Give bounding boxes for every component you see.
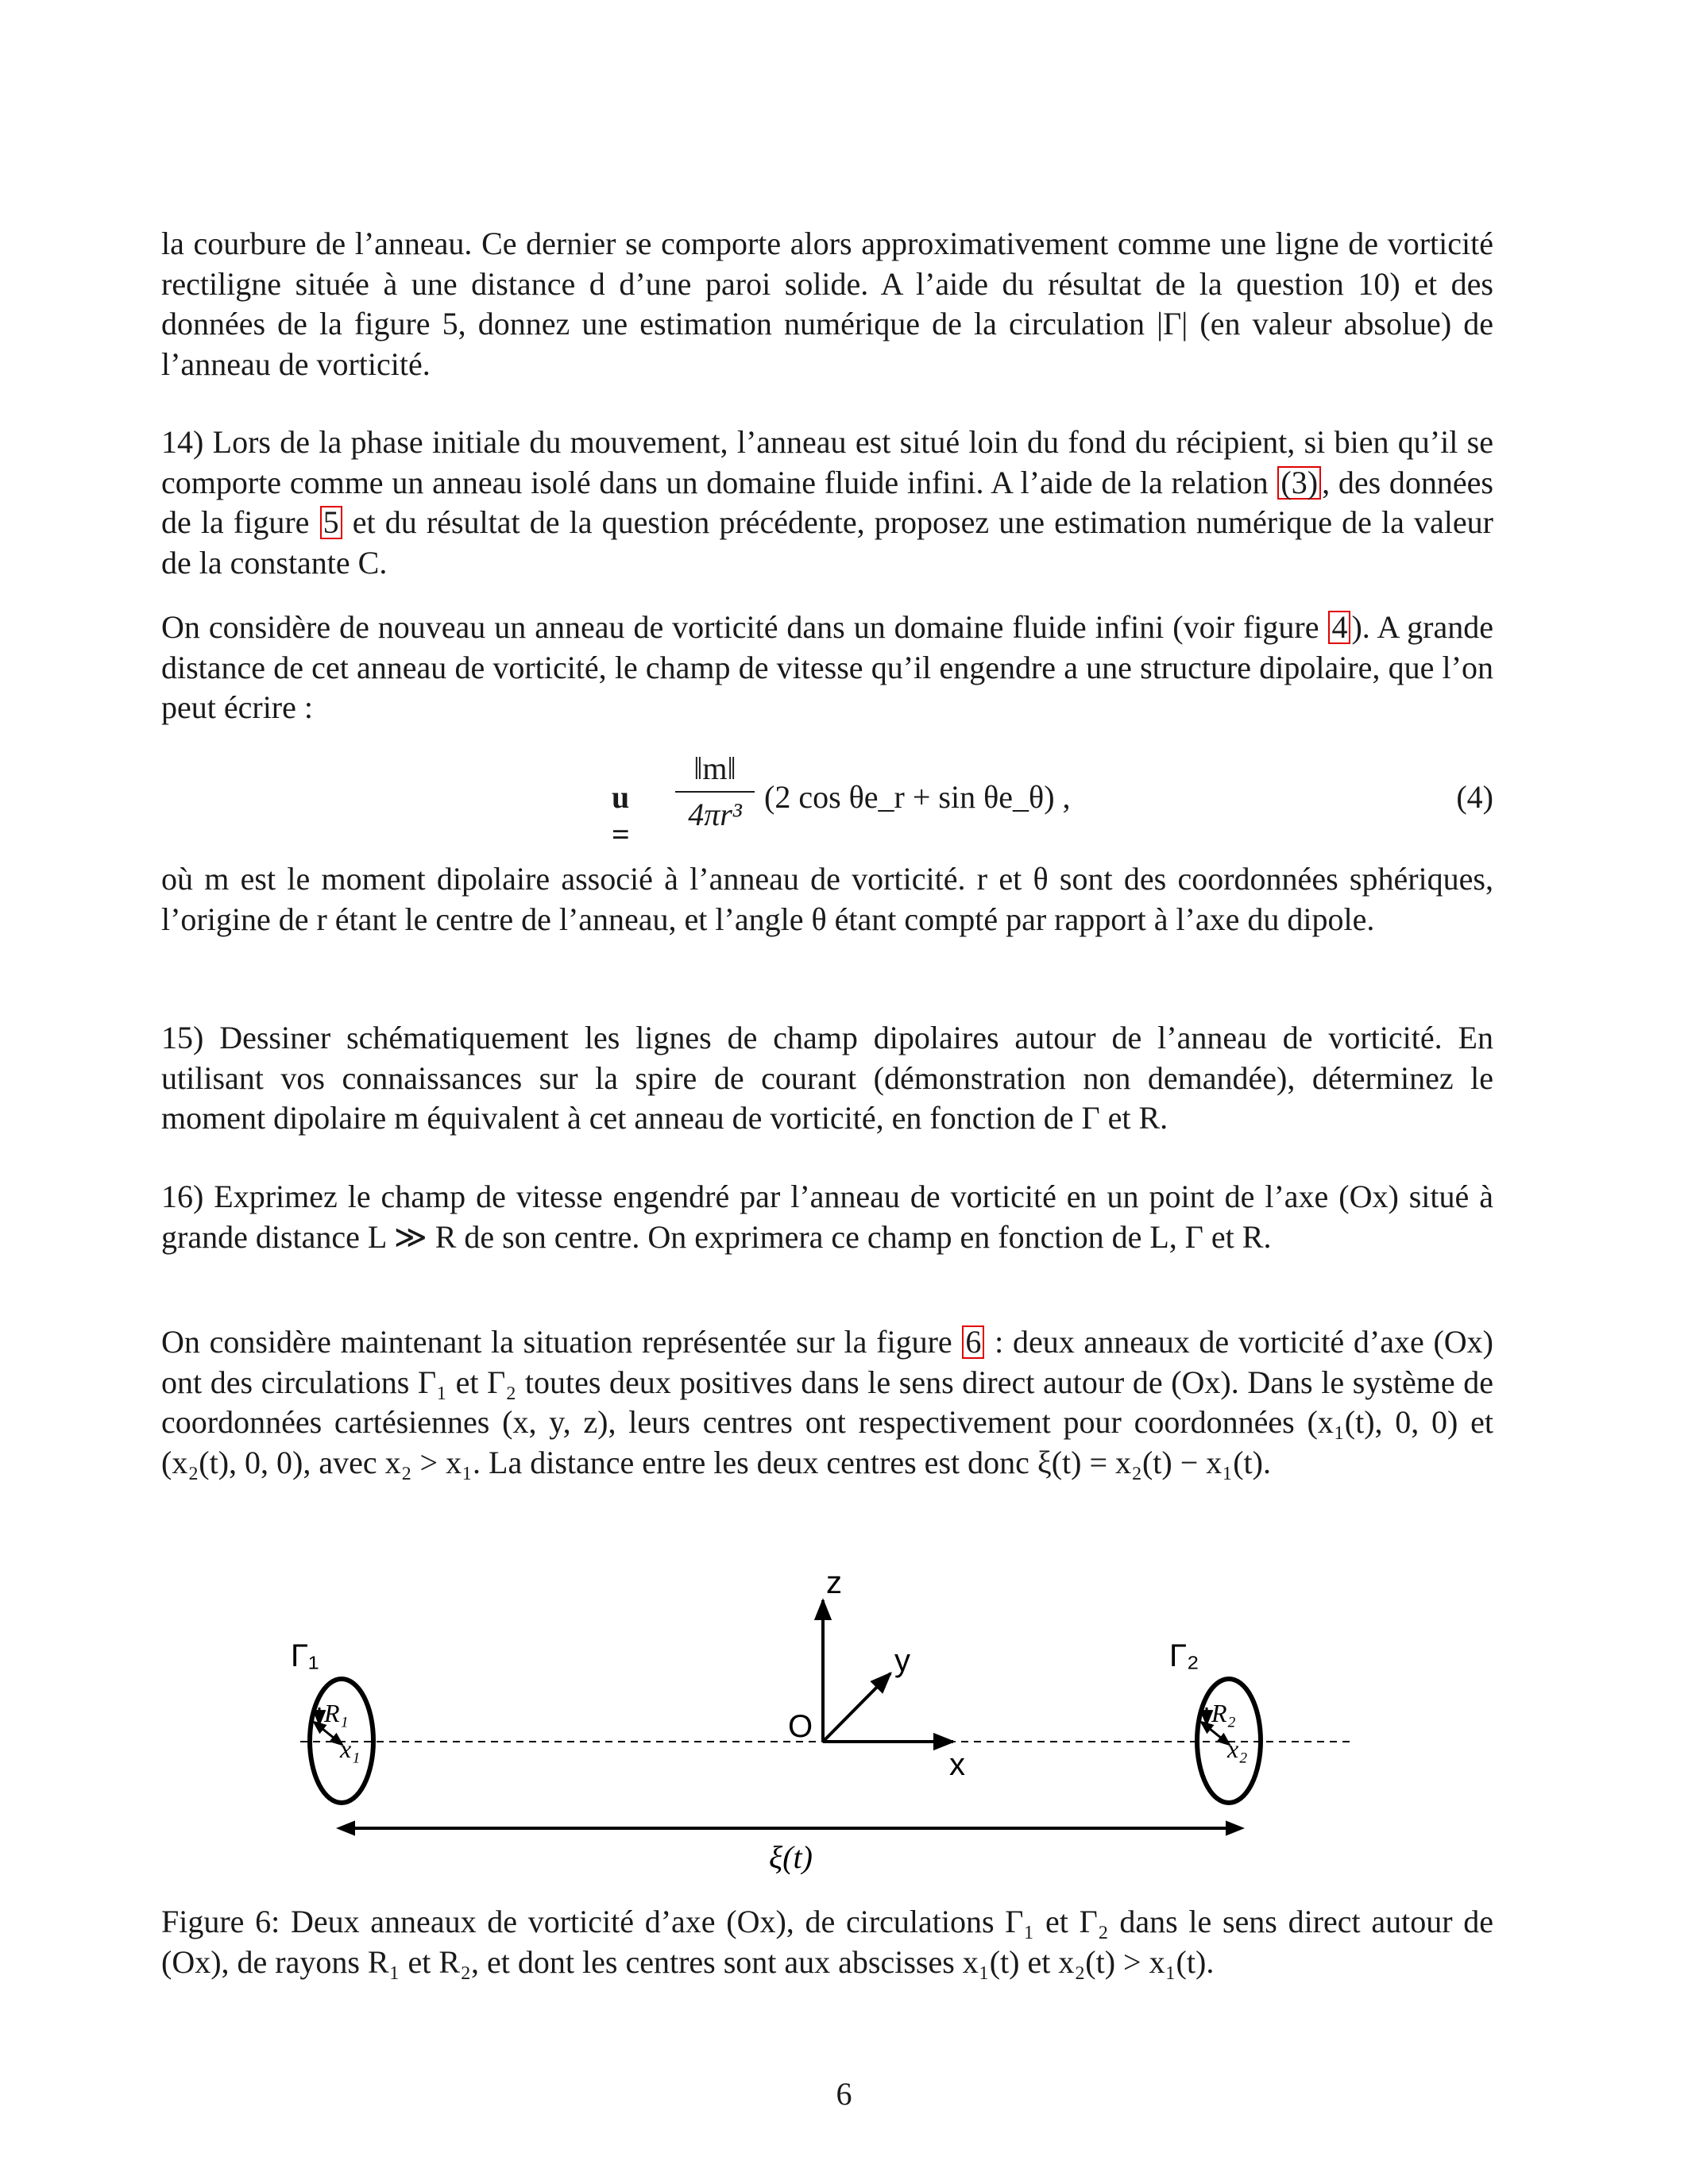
equation-numerator: ‖m‖ (693, 751, 736, 786)
ring-1-radius-arrow (318, 1725, 338, 1742)
z-axis-label: z (826, 1565, 842, 1600)
equation-fraction (675, 747, 755, 837)
figure-6-caption-text: Figure 6: Deux anneaux de vorticité d’axe (Ox), de circulations Γ₁ et Γ₂ dans le sens direct autour de (Ox), de rayons R₁ et R₂, et dont les centres sont aux abscisses x₁(t) et x₂(t) > x₁(t). (161, 1904, 1493, 1980)
x-axis-label: x (949, 1747, 965, 1782)
paragraph-dipole-definition (161, 859, 1493, 940)
dipole-intro-text-a: On considère de nouveau un anneau de vorticité dans un domaine fluide infini (voir figure (161, 609, 1328, 645)
paragraph-question-15 (161, 1018, 1493, 1139)
dipole-intro-text-b: ). A grande distance de cet anneau de vorticité, le champ de vitesse qu’il engendre a une structure dipolaire, que l’on peut écrire : (161, 609, 1494, 725)
figure-ref-5[interactable]: 5 (320, 506, 342, 539)
figure-ref-4[interactable]: 4 (1328, 611, 1350, 644)
paragraph-1-text: la courbure de l’anneau. Ce dernier se comporte alors approximativement comme une ligne de vorticité rectiligne située à une distance d d’une paroi solide. A l’aide du résultat de la question 10) et des données de la figure 5, donnez une estimation numérique de la circulation |Γ| (en valeur absolue) de l’anneau de vorticité. (161, 226, 1493, 382)
x-1-label: x₁ (340, 1734, 361, 1763)
ring-2-radius-arrow (1205, 1725, 1226, 1742)
q15-text: 15) Dessiner schématiquement les lignes de champ dipolaires autour de l’anneau de vorticité. En utilisant vos connaissances sur la spire de courant (démonstration non demandée), déterminez le moment dipolaire m équivalent à cet anneau de vorticité, en fonction de Γ et R. (161, 1020, 1493, 1136)
dipole-definition-text: où m est le moment dipolaire associé à l’anneau de vorticité. r et θ sont des coordonnées sphériques, l’origine de r étant le centre de l’anneau, et l’angle θ étant compté par rapport à l’axe du dipole. (161, 861, 1493, 937)
figure-6-caption (161, 1902, 1493, 1982)
equation-4 (0, 747, 1688, 852)
two-rings-text-b: : deux anneaux de vorticité d’axe (Ox) ont des circulations Γ₁ et Γ₂ toutes deux positives dans le sens direct autour de (Ox). Dans le système de coordonnées cartésiennes (x, y, z), leurs centres ont respectivement pour coordonnées (x₁(t), 0, 0) et (x₂(t), 0, 0), avec x₂ > x₁. La distance entre les deux centres est donc ξ(t) = x₂(t) − x₁(t). (161, 1324, 1493, 1480)
equation-ref-3[interactable]: (3) (1277, 466, 1321, 500)
q16-text: 16) Exprimez le champ de vitesse engendré par l’anneau de vorticité en un point de l’axe (Ox) situé à grande distance L ≫ R de son centre. On exprimera ce champ en fonction de L, Γ et R. (161, 1179, 1493, 1255)
equation-denominator: 4πr³ (688, 797, 742, 832)
r-1-label: R₁ (324, 1699, 349, 1727)
equation-rhs: (2 cos θe_r + sin θe_θ) , (764, 779, 1071, 815)
gamma-2-label: Γ₂ (1169, 1638, 1199, 1673)
paragraph-question-16 (161, 1177, 1493, 1257)
distance-xi-label: ξ(t) (769, 1839, 813, 1874)
y-axis-arrow (823, 1673, 890, 1742)
equation-number: (4) (1456, 779, 1493, 815)
gamma-1-label: Γ₁ (291, 1638, 319, 1673)
equation-lhs: u = (612, 779, 630, 852)
paragraph-question-14 (161, 423, 1493, 583)
figure-6-diagram (0, 1557, 1688, 1874)
q14-text-a: 14) Lors de la phase initiale du mouvement, l’anneau est situé loin du fond du récipient, si bien qu’il se comporte comme un anneau isolé dans un domaine fluide infini. A l’aide de la relation (161, 424, 1493, 500)
y-axis-label: y (894, 1643, 910, 1678)
two-rings-text-a: On considère maintenant la situation représentée sur la figure (161, 1324, 962, 1360)
figure-ref-6[interactable]: 6 (962, 1325, 984, 1359)
x-2-label: x₂ (1227, 1734, 1248, 1763)
r-2-label: R₂ (1211, 1699, 1236, 1727)
origin-label: O (788, 1709, 813, 1744)
paragraph-1 (161, 224, 1493, 384)
q14-text-c: et du résultat de la question précédente, proposez une estimation numérique de la valeur de la constante C. (161, 504, 1493, 581)
q14-text-b: , des données de la figure (161, 464, 1493, 540)
paragraph-dipole-intro (161, 608, 1493, 728)
page-number: 6 (836, 2076, 852, 2112)
paragraph-two-rings (161, 1322, 1493, 1483)
